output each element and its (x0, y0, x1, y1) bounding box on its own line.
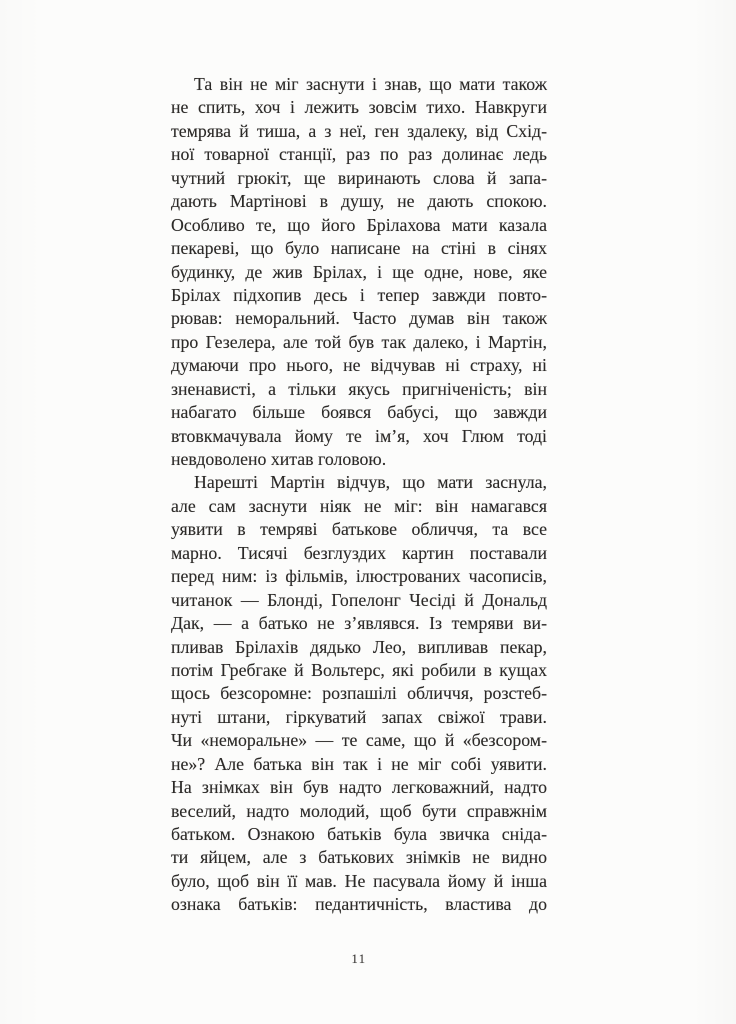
text-line: пекареві, що було написане на стіні в сінях (171, 238, 547, 259)
text-line: будинку, де жив Брілах, і ще одне, нове, яке (171, 261, 547, 282)
text-line: але сам заснути ніяк не міг: він намагався (171, 495, 547, 516)
text-line: читанок — Блонді, Гопелонг Чесіді й Дональд (171, 589, 547, 610)
text-line: невдоволено хитав головою. (171, 449, 387, 469)
text-line: темрява й тиша, а з неї, ген здалеку, від Схід- (171, 120, 547, 141)
text-block (171, 73, 547, 917)
text-line: На знімках він був надто легковажний, надто (171, 777, 547, 798)
text-line: Особливо те, що його Брілахова мати казала (171, 214, 547, 235)
text-line: ти яйцем, але з батькових знімків не видно (171, 847, 547, 868)
text-line: Брілах підхопив десь і тепер завжди повто- (171, 284, 547, 305)
text-line: набагато більше боявся бабусі, що завжди (171, 402, 547, 423)
text-line: марно. Тисячі безглуздих картин поставали (171, 542, 547, 563)
text-line: думаючи про нього, не відчував ні страху, ні (171, 355, 547, 376)
text-line: про Гезелера, але той був так далеко, і Мартін, (171, 331, 547, 352)
paragraph (171, 73, 547, 471)
text-line: уявити в темряві батькове обличчя, та все (171, 519, 547, 540)
text-line: ознака батьків: педантичність, властива до (171, 894, 547, 915)
text-line: Дак, — а батько не з’являвся. Із темряви ви- (171, 613, 547, 634)
text-line: Та він не міг заснути і знав, що мати також (194, 74, 547, 94)
text-line: щось безсоромне: розпашілі обличчя, розстеб- (171, 683, 547, 704)
text-line: не»? Але батька він так і не міг собі уявити. (171, 753, 547, 774)
text-line: зненависті, а тільки якусь пригніченість; він (171, 378, 547, 399)
text-line: втовкмачувала йому те ім’я, хоч Глюм тоді (171, 425, 547, 446)
text-line: було, щоб він її мав. Не пасувала йому й інша (171, 870, 547, 891)
page-number: 11 (351, 952, 367, 966)
text-line: не спить, хоч і лежить зовсім тихо. Навкруги (171, 97, 547, 118)
paragraph (171, 471, 547, 916)
text-line: чутний грюкіт, ще виринають слова й запа- (171, 167, 547, 188)
text-line: Нарешті Мартін відчув, що мати заснула, (194, 472, 547, 493)
text-line: дають Мартінові в душу, не дають спокою. (171, 191, 547, 212)
text-line: ної товарної станції, раз по раз долинає ледь (171, 144, 547, 165)
text-line: рював: неморальний. Часто думав він також (171, 308, 547, 329)
text-line: пливав Брілахів дядько Лео, випливав пекар, (171, 636, 547, 657)
text-line: Чи «неморальне» — те саме, що й «безсором- (171, 730, 547, 751)
text-line: потім Гребгаке й Вольтерс, які робили в кущах (171, 659, 547, 680)
text-line: веселий, надто молодий, щоб бути справжнім (171, 800, 547, 821)
text-line: батьком. Ознакою батьків була звичка сніда- (171, 824, 547, 844)
text-line: перед ним: із фільмів, ілюстрованих часописів, (171, 566, 547, 587)
text-line: нуті штани, гіркуватий запах свіжої трави. (171, 706, 547, 727)
